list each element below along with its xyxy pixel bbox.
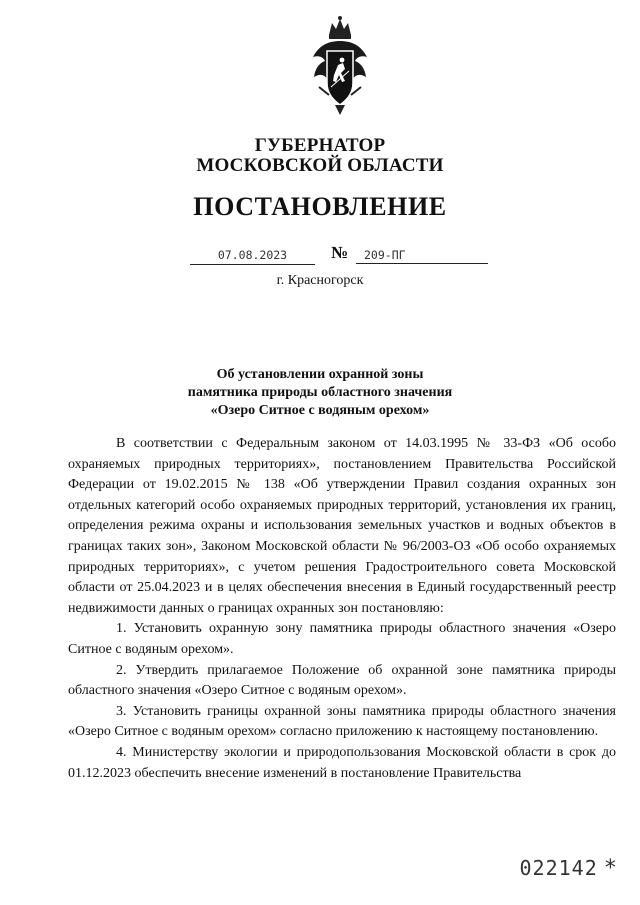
clause-3: 3. Установить границы охранной зоны памятника природы областного значения «Озеро Ситное с водяным орехом» согласно приложению к настоящему постановлению. <box>68 703 616 740</box>
asterisk-icon: * <box>603 856 618 881</box>
number-sign: № <box>331 243 349 262</box>
document-date: 07.08.2023 <box>190 246 315 265</box>
governor-title: ГУБЕРНАТОР <box>254 135 386 156</box>
clause-1: 1. Установить охранную зону памятника природы областного значения «Озеро Ситное с водяным орехом». <box>68 621 616 657</box>
document-type-heading: ПОСТАНОВЛЕНИЕ <box>193 192 447 221</box>
coat-of-arms-emblem <box>305 15 375 120</box>
region-title: МОСКОВСКОЙ ОБЛАСТИ <box>196 155 444 176</box>
subject-line: памятника природы областного значения <box>187 385 453 400</box>
subject-line: Об установлении охранной зоны <box>216 367 424 382</box>
document-number: 209-ПГ <box>356 246 488 264</box>
clause-2: 2. Утвердить прилагаемое Положение об охранной зоне памятника природы областного значения «Озеро Ситное с водяным орехом». <box>68 662 616 699</box>
clause-4: 4. Министерству экологии и природопользования Московской области в срок до 01.12.2023 обеспечить внесение изменений в постановление Правительства <box>68 744 616 781</box>
serial-number: 022142 <box>519 856 598 880</box>
subject-line: «Озеро Ситное с водяным орехом» <box>210 403 430 418</box>
city-line: г. Красногорск <box>276 273 364 288</box>
serial-stamp <box>520 856 619 881</box>
preamble-paragraph: В соответствии с Федеральным законом от 14.03.1995 № 33-ФЗ «Об особо охраняемых природных территориях», постановлением Правительства Российской Федерации от 19.02.2015 № 138 «Об утверждении Правил создания охранных зон отдельных категорий особо охраняемых природных территорий, установления их границ, определения режима охраны и использования земельных участков и водных объектов в границах таких зон», Законом Московской области № 96/2003-ОЗ «Об особо охраняемых природных территориях», с учетом решения Градостроительного совета Московской области от 25.04.2023 и в целях обеспечения внесения в Единый государственный реестр недвижимости данных о границах охранных зон постановляю: <box>68 436 616 616</box>
document-subject <box>0 366 640 420</box>
document-body <box>68 434 616 784</box>
date-number-line <box>190 243 490 268</box>
